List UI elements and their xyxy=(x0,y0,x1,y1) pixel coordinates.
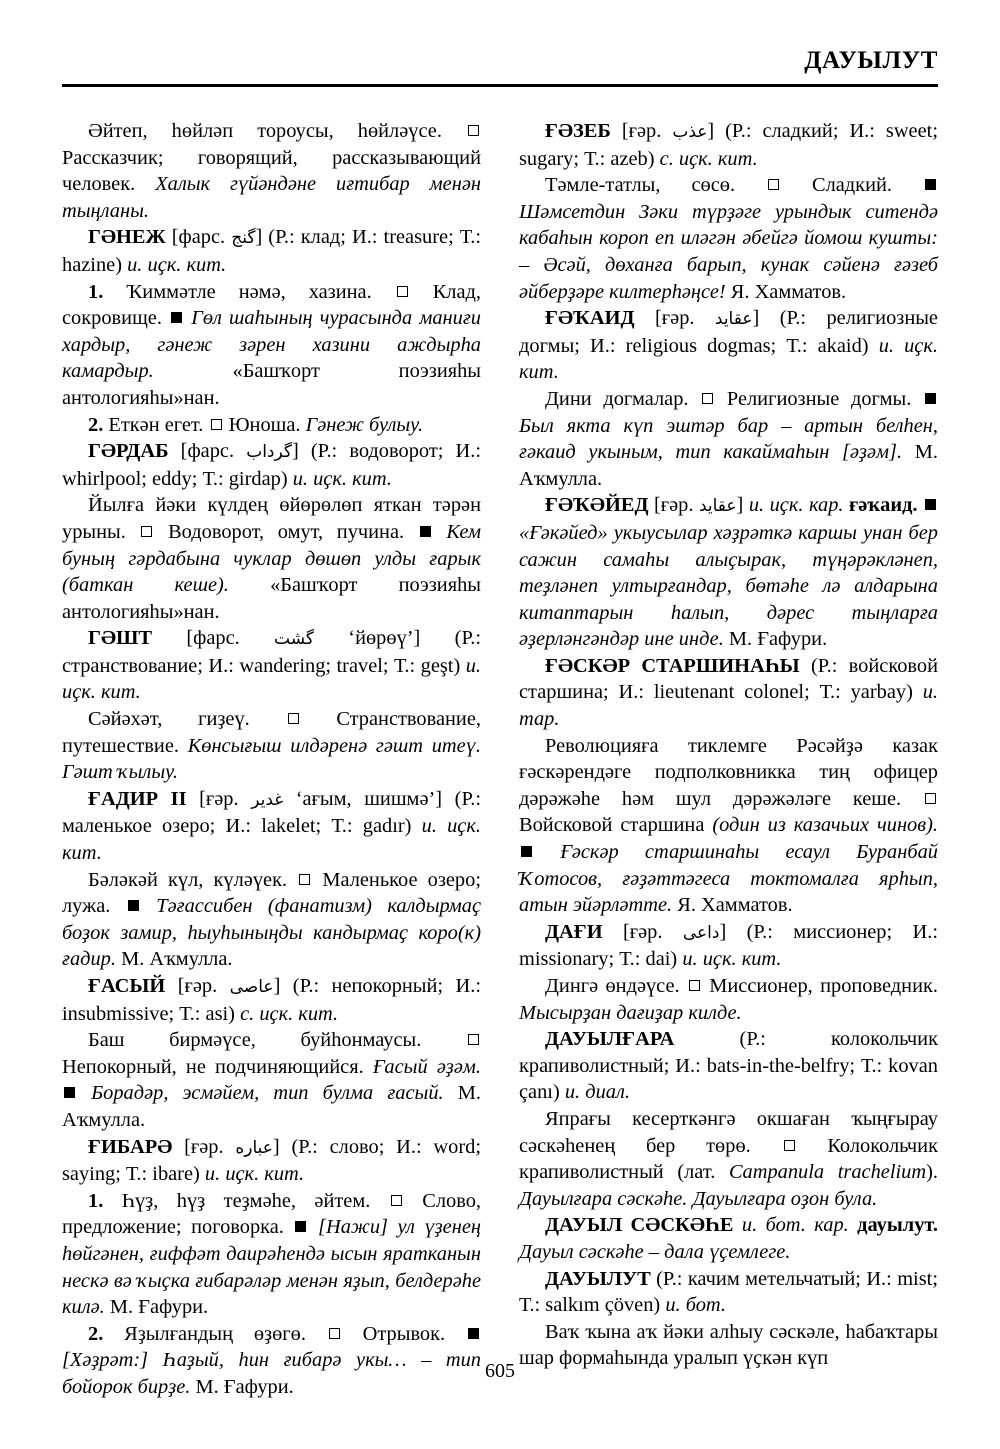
dictionary-entry-block: ГӘШТ [фарс. گشت ‘йөрөү’] (Р.: странствование; И.: wandering; travel; Т.: geşt) и. иҫк. кит. xyxy=(62,627,481,704)
dictionary-entry-block: ҒАСЫЙ [ғәр. عاصى] (Р.: непокорный; И.: insubmissive; Т.: asi) с. иҫк. кит. xyxy=(62,975,481,1025)
dictionary-entry-block: Әйтеп, һөйләп тороусы, һөйләүсе. Рассказчик; говорящий, рассказывающий человек. Халык гүйәндәне иғтибар менән тыңланы. xyxy=(62,120,481,222)
dictionary-entry-block: Йылға йәки күлдең өйөрөлөп яткан тәрән урыны. Водоворот, омут, пучина. Кем буның гәрдабына чуклар дөшөп улды ғарык (баткан кеше). «Башҡорт поэзияһы антологияһы»нан. xyxy=(62,494,481,623)
page-number: 605 xyxy=(485,1360,515,1382)
header-rule xyxy=(62,84,938,87)
dictionary-entry-block: Ваҡ ҡына аҡ йәки алһыу сәскәле, һабаҡтары шар формаһында уралып үҫкән күп xyxy=(519,1320,938,1370)
dictionary-entry-block: Бәләкәй күл, күләүек. Маленькое озеро; лужа. Тәғассибен (фанатизм) калдырмаҫ боҙок замир, һыуһыныңды кандырмаҫ коро(к) ғадир. М. Аҡмулла. xyxy=(62,868,481,971)
dictionary-entry-block: Тәмле-татлы, сөсө. Сладкий. Шәмсетдин Зәки түрҙәге урындык ситендә кабаһын короп еп иләгән әбейгә йомош кушты: – Әсәй, дөханға барып, кунак сәйенә ғәзеб әйберҙәре килтерһәңсе! Я. Хамматов. xyxy=(519,174,938,303)
dictionary-entry-block: ДАУЫЛҒАРА (Р.: колокольчик крапиволистный; И.: bats-in-the-belfry; Т.: kovan çanı) и. диал. xyxy=(519,1028,938,1104)
dictionary-entry-block: Баш бирмәүсе, буйһонмаусы. Непокорный, не подчиняющийся. Ғасый әҙәм. Борадәр, эсмәйем, тип булма ғасый. М. Аҡмулла. xyxy=(62,1029,482,1131)
dictionary-entry-block: ГӘРДАБ [фарс. گرداب] (Р.: водоворот; И.: whirlpool; eddy; Т.: girdap) и. иҫк. кит. xyxy=(62,440,481,490)
dictionary-entry-block: Япрағы кесерткәнгә окшаған ҡыңғырау сәскәһенең бер төрө. Колокольчик крапиволистный (лат. Campanula trachelium). Дауылғара сәскәһе. Дауылғара оҙон була. xyxy=(519,1107,938,1210)
dictionary-entry-block: Дингә өндәүсе. Миссионер, проповедник. Мысырҙан дағиҙар килде. xyxy=(519,975,938,1024)
dictionary-entry-block: 2. Еткән егет. Юноша. Гәнеж булыу. xyxy=(88,413,424,436)
right-column xyxy=(519,118,938,1370)
dictionary-entry-block: 1. Ҡиммәтле нәмә, хазина. Клад, сокровище. Гөл шаһының чурасында маниғи хардыр, гәнеж зәрен хазини аждырһа камардыр. «Башҡорт поэзияһы антологияһы»нан. xyxy=(62,280,481,409)
left-column xyxy=(62,118,482,1398)
dictionary-entry-block: ҒӘҠӘЙЕД [ғәр. عقايد] и. иҫк. кар. ғәҡаид. «Ғәкәйед» укыусылар хәҙрәткә каршы унан бер сажин самаһы алыҫырак, түңәрәкләнеп, теҙләнеп ултырғандар, бөтәһе лә алдарына китаптарын һалып, дәрес тыңларға әҙерләнгәндәр ине инде. М. Ғафури. xyxy=(519,494,938,651)
dictionary-entry-block: Сәйәхәт, гиҙеү. Странствование, путешествие. Көнсығыш илдәренә гәшт итеү. Гәшт ҡылыу. xyxy=(62,708,481,784)
dictionary-entry-block: ҒӘҠАИД [ғәр. عقايد] (Р.: религиозные догмы; И.: religious dogmas; Т.: akaid) и. иҫк. кит. xyxy=(519,307,938,384)
dictionary-entry-block: ДАУЫЛУТ (Р.: качим метельчатый; И.: mist; Т.: salkım çöven) и. бот. xyxy=(519,1267,938,1317)
dictionary-entry-block: ҒӘЗЕБ [ғәр. عذب] (Р.: сладкий; И.: sweet; sugary; Т.: azeb) с. иҫк. кит. xyxy=(519,120,938,170)
dictionary-entry-block: ДАУЫЛ СӘСКӘҺЕ и. бот. кар. дауылут. Дауыл сәскәһе – дала үҫемлеге. xyxy=(519,1214,938,1263)
dictionary-entry-block: ҒАДИР II [ғәр. غدير ‘ағым, шишмә’] (Р.: маленькое озеро; И.: lakelet; Т.: gadır) и. иҫк. кит. xyxy=(62,787,482,865)
dictionary-entry-block: 2. Яҙылғандың өҙөгө. Отрывок. [Хәҙрәт:] Һаҙый, һин ғибарә укы… – тип бойорок бирҙе. М. Ғафури. xyxy=(62,1322,481,1398)
dictionary-entry-block: 1. Һүҙ, һүҙ теҙмәһе, әйтем. Слово, предложение; поговорка. [Нажи] ул үҙенең һөйгәнен, ғиффәт даирәһендә ысын яратканын нескә вә ҡыҫка ғибарәләр менән яҙып, белдерәһе килә. М. Ғафури. xyxy=(62,1189,481,1319)
dictionary-entry-block: ДАҒИ [ғәр. داعى] (Р.: миссионер; И.: missionary; Т.: dai) и. иҫк. кит. xyxy=(519,920,938,971)
dictionary-entry-block: Революцияға тиклемге Рәсәйҙә казак ғәскәрендәге подполковникка тиң офицер дәрәжәһе һәм шул дәрәжәләге кеше. Войсковой старшина (один из казачьих чинов). Ғәскәр старшинаһы есаул Буранбай Ҡотосов, ғәҙәттәгеса токтомалға ярһып, атын эйәрләтте. Я. Хамматов. xyxy=(519,734,938,917)
running-head: ДАУЫЛУТ xyxy=(804,47,938,74)
dictionary-entry-block: Дини догмалар. Религиозные догмы. Был якта күп эштәр бар – артын белһен, ғәкаид укыным, тип какаймаһын [әҙәм]. М. Аҡмулла. xyxy=(519,387,938,490)
dictionary-entry-block: ГӘНЕЖ [фарс. گنج] (Р.: клад; И.: treasure; Т.: hazine) и. иҫк. кит. xyxy=(62,226,481,276)
dictionary-entry-block: ҒӘСКӘР СТАРШИНАҺЫ (Р.: войсковой старшина; И.: lieutenant colonel; Т.: yarbay) и. тар. xyxy=(519,654,938,731)
page-header xyxy=(62,46,938,92)
dictionary-entry-block: ҒИБАРӘ [ғәр. عباره] (Р.: слово; И.: word; saying; Т.: ibare) и. иҫк. кит. xyxy=(62,1135,481,1186)
